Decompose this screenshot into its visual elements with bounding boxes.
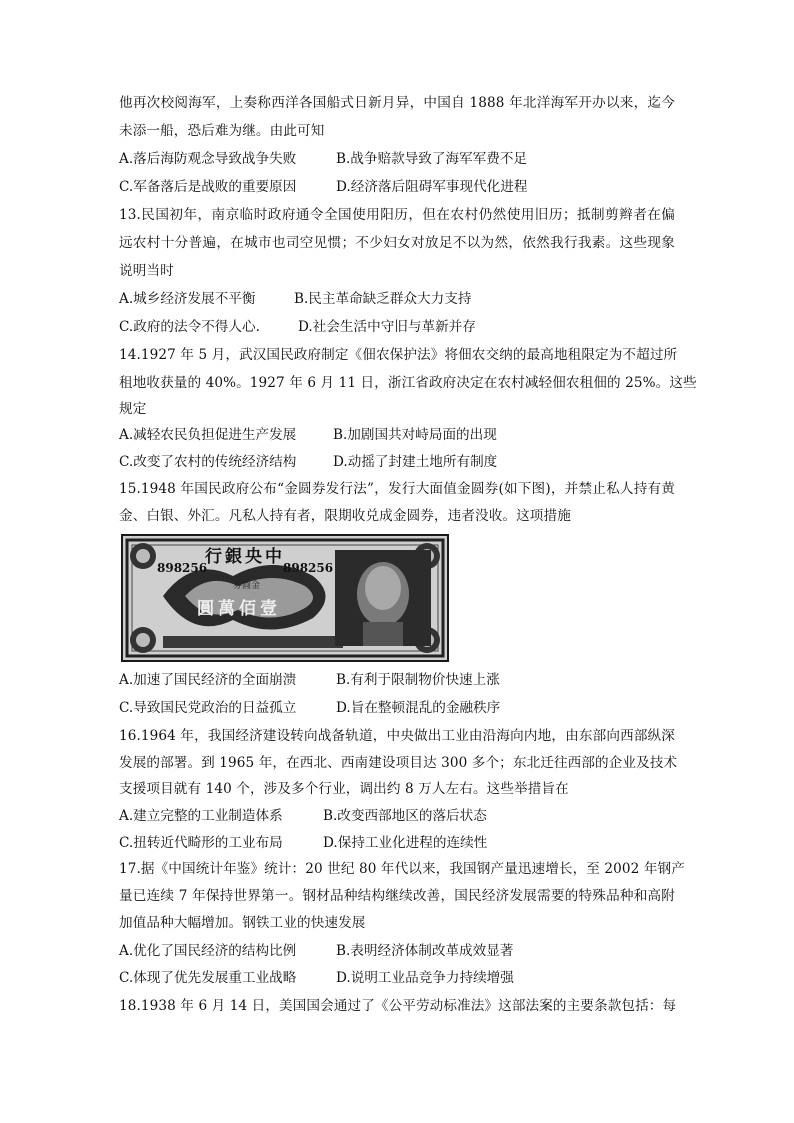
option-q17-d: D.说明工业品竞争力持续增强 — [336, 970, 514, 986]
text-line: 量已连续 7 年保持世界第一。钢材品种结构继续改善，国民经济发展需要的特殊品种和高附 — [119, 888, 675, 904]
option-q17-b: B.表明经济体制改革成效显著 — [336, 943, 514, 959]
gold-yuan-banknote-image — [121, 534, 449, 662]
option-q14-c: C.改变了农村的传统经济结构 — [119, 454, 297, 470]
text-line: 支援项目就有 140 个，涉及多个行业，调出约 8 万人左右。这些举措旨在 — [119, 781, 569, 797]
option-q13-b: B.民主革命缺乏群众大力支持 — [294, 291, 472, 307]
option-q12-a: A.落后海防观念导致战争失败 — [119, 151, 297, 167]
text-line: 发展的部署。到 1965 年，在西北、西南建设项目达 300 多个；东北迁往西部的企业及技术 — [119, 755, 678, 771]
option-q16-a: A.建立完整的工业制造体系 — [119, 808, 283, 824]
option-q14-a: A.减轻农民负担促进生产发展 — [119, 427, 297, 443]
text-line: 远农村十分普遍，在城市也司空见惯；不少妇女对放足不以为然，依然我行我素。这些现象 — [119, 235, 675, 251]
text-line: 说明当时 — [119, 263, 174, 279]
banknote-bank-name: 行銀央中 — [205, 547, 285, 567]
option-q14-d: D.动摇了封建土地所有制度 — [333, 454, 498, 470]
question-14: 14.1927 年 5 月，武汉国民政府制定《佃农保护法》将佃农交纳的最高地租限定为不超过所 — [119, 347, 678, 363]
question-17: 17.据《中国统计年鉴》统计：20 世纪 80 年代以来，我国钢产量迅速增长，至 2002 年钢产 — [119, 861, 685, 877]
text-line: 他再次校阅海军，上奏称西洋各国船式日新月异，中国自 1888 年北洋海军开办以来，迄今 — [119, 95, 675, 111]
text-line: 规定 — [119, 401, 147, 417]
option-q13-c: C.政府的法令不得人心. — [119, 319, 260, 335]
option-q12-d: D.经济落后阻碍军事现代化进程 — [336, 179, 528, 195]
option-q15-b: B.有利于限制物价快速上涨 — [336, 672, 500, 688]
text-line: 加值品种大幅增加。钢铁工业的快速发展 — [119, 915, 366, 931]
banknote-serial-left: 898256 — [157, 561, 208, 575]
option-q15-c: C.导致国民党政治的日益孤立 — [119, 700, 297, 716]
option-q17-a: A.优化了国民经济的结构比例 — [119, 943, 297, 959]
question-16: 16.1964 年，我国经济建设转向战备轨道，中央做出工业由沿海向内地，由东部向西部纵深 — [119, 728, 675, 744]
option-q12-c: C.军备落后是战败的重要原因 — [119, 179, 297, 195]
banknote-serial-right: 898256 — [283, 561, 334, 575]
question-18: 18.1938 年 6 月 14 日，美国国会通过了《公平劳动标准法》这部法案的主要条款包括：每 — [119, 998, 677, 1014]
text-line: 未添一船，恐后难为继。由此可知 — [119, 123, 325, 139]
text-line: 租地收获量的 40%。1927 年 6 月 11 日，浙江省政府决定在农村减轻佃农租佃的 25%。这些 — [119, 375, 697, 391]
banknote-pattern — [123, 536, 447, 660]
banknote-kind: 券圓金 — [233, 581, 261, 591]
option-q16-c: C.扭转近代畸形的工业布局 — [119, 835, 283, 851]
option-q15-d: D.旨在整顿混乱的金融秩序 — [336, 700, 501, 716]
option-q14-b: B.加剧国共对峙局面的出现 — [333, 427, 497, 443]
option-q16-b: B.改变西部地区的落后状态 — [323, 808, 487, 824]
option-q15-a: A.加速了国民经济的全面崩溃 — [119, 672, 297, 688]
option-q13-a: A.城乡经济发展不平衡 — [119, 291, 256, 307]
option-q17-c: C.体现了优先发展重工业战略 — [119, 970, 297, 986]
option-q13-d: D.社会生活中守旧与革新并存 — [298, 319, 476, 335]
question-13: 13.民国初年，南京临时政府通令全国使用阳历，但在农村仍然使用旧历；抵制剪辫者在偏 — [119, 207, 675, 223]
banknote-denomination: 圓萬佰壹 — [197, 599, 281, 619]
option-q16-d: D.保持工业化进程的连续性 — [323, 835, 488, 851]
text-line: 金、白银、外汇。凡私人持有者，限期收兑成金圆券，违者没收。这项措施 — [119, 508, 571, 524]
question-15: 15.1948 年国民政府公布“金圆券发行法”，发行大面值金圆券(如下图)，并禁止私人持有黄 — [119, 481, 675, 497]
option-q12-b: B.战争赔款导致了海军军费不足 — [336, 151, 528, 167]
